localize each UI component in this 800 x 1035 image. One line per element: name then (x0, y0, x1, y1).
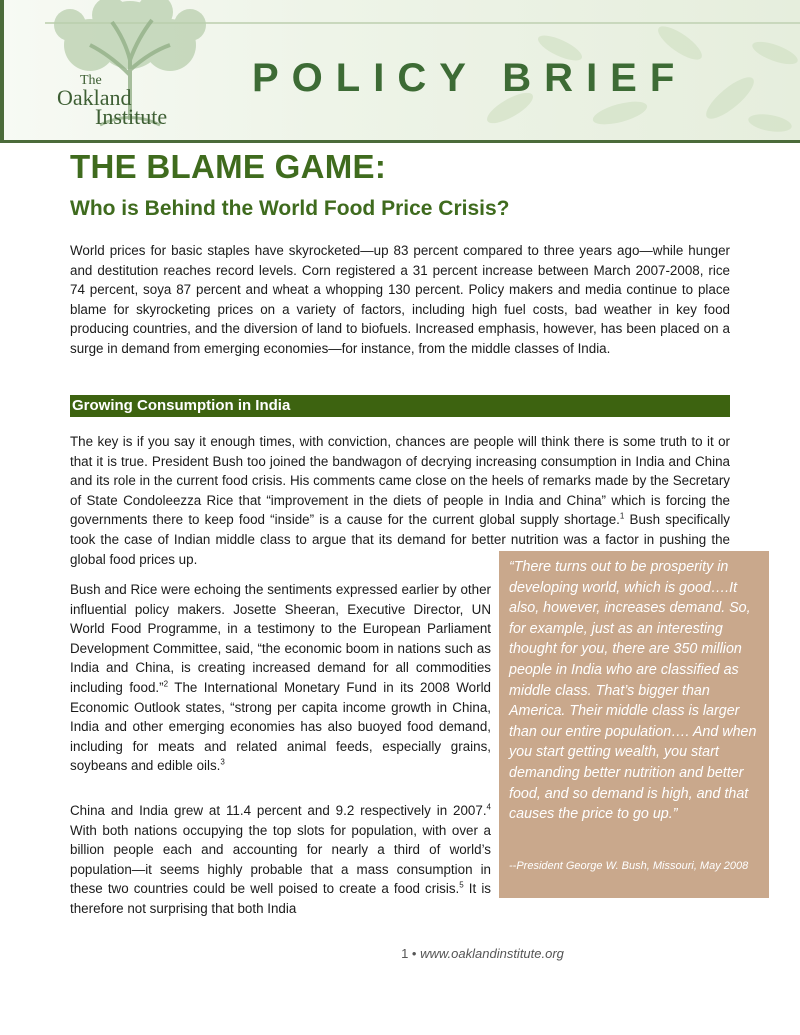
footnote-ref-1[interactable]: 1 (619, 511, 625, 521)
pull-quote-attribution: --President George W. Bush, Missouri, May 2008 (509, 860, 749, 872)
intro-paragraph: World prices for basic staples have skyrocketed—up 83 percent compared to three years ago—while hunger and destitution reaches record levels. Corn registered a 31 percent increase between March 2007-2008, rice 74 percent, soya 87 percent and wheat a whopping 130 percent. Policy makers and media continue to place blame for skyrocketing prices on a variety of factors, including high fuel costs, bad weather in key food producing countries, and the diversion of land to biofuels. Increased emphasis, however, has been placed on a surge in demand from emerging economies—for instance, from the middle classes of India. (70, 243, 730, 356)
banner-bottom-bar (0, 140, 800, 143)
logo-oakland: Oakland (57, 85, 132, 110)
body-paragraph-2 (70, 580, 491, 776)
banner-left-bar (0, 0, 4, 142)
body-paragraph-1 (70, 432, 730, 569)
paragraph-text: The key is if you say it enough times, with conviction, chances are people will think there is some truth to it or that it is true. President Bush too joined the bandwagon of decrying increasing consumption in India and China and its role in the current food crisis. His comments came close on the heels of remarks made by the Secretary of State Condoleezza Rice that “improvement in the diets of people in India and China” which is forcing the governments there to keep food “inside” is a cause for the current global supply shortage. (70, 434, 730, 528)
paragraph-text: It is therefore not surprising that both India (70, 881, 491, 916)
footnote-ref-5[interactable]: 5 (459, 880, 464, 890)
footer-separator: • (411, 946, 417, 961)
footnote-ref-2[interactable]: 2 (163, 679, 169, 689)
policy-brief-title: POLICY BRIEF (252, 56, 688, 100)
document-title: THE BLAME GAME: (70, 148, 387, 185)
section-heading: Growing Consumption in India (72, 397, 291, 414)
footer-website-link[interactable]: www.oaklandinstitute.org (420, 946, 564, 961)
paragraph-text: China and India grew at 11.4 percent and 9.2 respectively in 2007. (70, 803, 487, 818)
logo-institute: Institute (95, 104, 168, 129)
document-subtitle: Who is Behind the World Food Price Crisis? (70, 197, 510, 220)
policy-brief-banner (0, 0, 800, 140)
page-number: 1 (401, 946, 409, 961)
footnote-ref-3[interactable]: 3 (220, 757, 225, 767)
footnote-ref-4[interactable]: 4 (486, 802, 491, 812)
body-paragraph-3 (70, 801, 491, 919)
paragraph-text: Bush and Rice were echoing the sentiments expressed earlier by other influential policy makers. Josette Sheeran, Executive Director, UN World Food Programme, in a testimony to the European Parliament Development Committee, said, “the economic boom in nations such as India and China, is creating increased demand for all commodities including food.” (70, 582, 491, 695)
paragraph-text: With both nations occupying the top slots for population, with over a billion people each and accounting for nearly a third of world’s population—it seems highly probable that a mass consumption in these two countries could be well poised to create a food crisis. (70, 822, 491, 897)
paragraph-text: Bush specifically took the case of Indian middle class to argue that its demand for better nutrition was a factor in pushing the global food prices up. (70, 512, 730, 567)
pull-quote-text: “There turns out to be prosperity in developing world, which is good….It also, however, increases demand. So, for example, just as an interesting thought for you, there are 350 million people in India who are classified as middle class. That’s bigger than America. Their middle class is larger than our entire population…. And when you start getting wealth, you start demanding better nutrition and better food, and so demand is high, and that causes the price to go up.” (509, 559, 757, 823)
paragraph-text: The International Monetary Fund in its 2008 World Economic Outlook states, “strong per capita income growth in China, India and other emerging economies has also buoyed food demand, including for meats and related animal feeds, especially grains, soybeans and edible oils. (70, 679, 491, 774)
logo-the: The (80, 73, 102, 88)
page-footer (0, 946, 800, 961)
